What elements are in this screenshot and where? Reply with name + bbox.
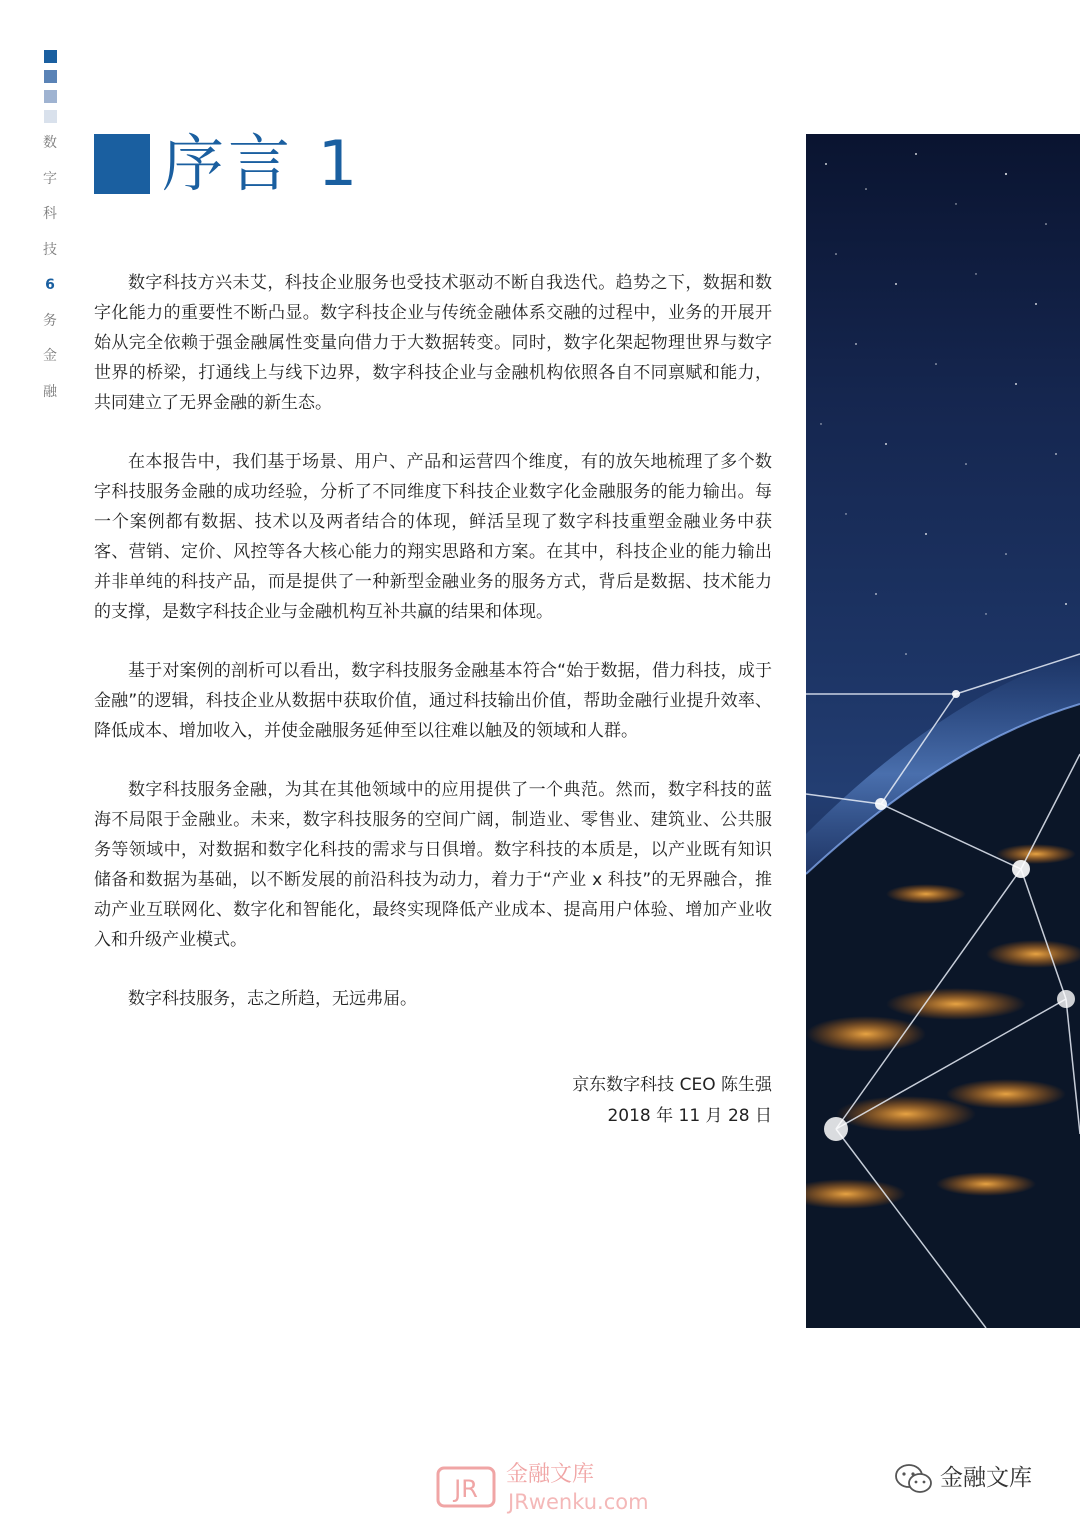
vertical-char: 金	[43, 348, 57, 364]
page-number: 6	[45, 277, 55, 293]
earth-image-svg	[806, 134, 1080, 1328]
wechat-icon	[894, 1462, 934, 1496]
paragraph: 基于对案例的剖析可以看出，数字科技服务金融基本符合“始于数据，借力科技，成于金融”的逻辑，科技企业从数据中获取价值，通过科技输出价值，帮助金融行业提升效率、降低成本、增加收入，并使金融服务延伸至以往难以触及的领域和人群。	[94, 661, 772, 741]
sidebar-square-1	[44, 50, 57, 63]
vertical-char: 技	[43, 241, 57, 258]
signature-block	[572, 1070, 772, 1132]
sidebar-vertical-label	[40, 126, 60, 410]
preface-body	[94, 268, 772, 1043]
title-accent-block	[94, 134, 150, 194]
wechat-account-name: 金融文库	[940, 1465, 1032, 1491]
earth-night-network-image	[806, 134, 1080, 1328]
watermark-url: JRwenku.com	[508, 1490, 649, 1514]
vertical-char: 务	[43, 312, 57, 329]
vertical-char: 科	[43, 206, 57, 222]
sidebar-square-3	[44, 90, 57, 103]
signature-author: 京东数字科技 CEO 陈生强	[572, 1075, 772, 1095]
sidebar-square-4	[44, 110, 57, 123]
paragraph: 数字科技服务，志之所趋，无远弗届。	[128, 989, 417, 1009]
vertical-char: 字	[43, 170, 57, 187]
watermark-name: 金融文库	[506, 1462, 595, 1487]
paragraph: 数字科技服务金融，为其在其他领域中的应用提供了一个典范。然而，数字科技的蓝海不局限于金融业。未来，数字科技服务的空间广阔，制造业、零售业、建筑业、公共服务等领域中，对数据和数字化科技的需求与日俱增。数字科技的本质是，以产业既有知识储备和数据为基础，以不断发展的前沿科技为动力，着力于“产业 x 科技”的无界融合，推动产业互联网化、数字化和智能化，最终实现降低产业成本、提高用户体验、增加产业收入和升级产业模式。	[94, 780, 772, 950]
vertical-char: 融	[43, 383, 57, 400]
signature-date: 2018 年 11 月 28 日	[607, 1106, 772, 1126]
paragraph: 数字科技方兴未艾，科技企业服务也受技术驱动不断自我迭代。趋势之下，数据和数字化能力的重要性不断凸显。数字科技企业与传统金融体系交融的过程中，业务的开展开始从完全依赖于强金融属性变量向借力于大数据转变。同时，数字化架起物理世界与数字世界的桥梁，打通线上与线下边界，数字科技企业与金融机构依照各自不同禀赋和能力，共同建立了无界金融的新生态。	[94, 273, 772, 413]
sidebar-square-2	[44, 70, 57, 83]
vertical-char: 数	[43, 135, 57, 151]
jrwenku-logo-icon	[435, 1462, 501, 1512]
paragraph: 在本报告中，我们基于场景、用户、产品和运营四个维度，有的放矢地梳理了多个数字科技服务金融的成功经验，分析了不同维度下科技企业数字化金融服务的能力输出。每一个案例都有数据、技术以及两者结合的体现，鲜活呈现了数字科技重塑金融业务中获客、营销、定价、风控等各大核心能力的翔实思路和方案。在其中，科技企业的能力输出并非单纯的科技产品，而是提供了一种新型金融业务的服务方式，背后是数据、技术能力的支撑，是数字科技企业与金融机构互补共赢的结果和体现。	[94, 452, 772, 622]
page-title: 序言 1	[162, 127, 362, 200]
logo-letters: JR	[454, 1475, 478, 1503]
